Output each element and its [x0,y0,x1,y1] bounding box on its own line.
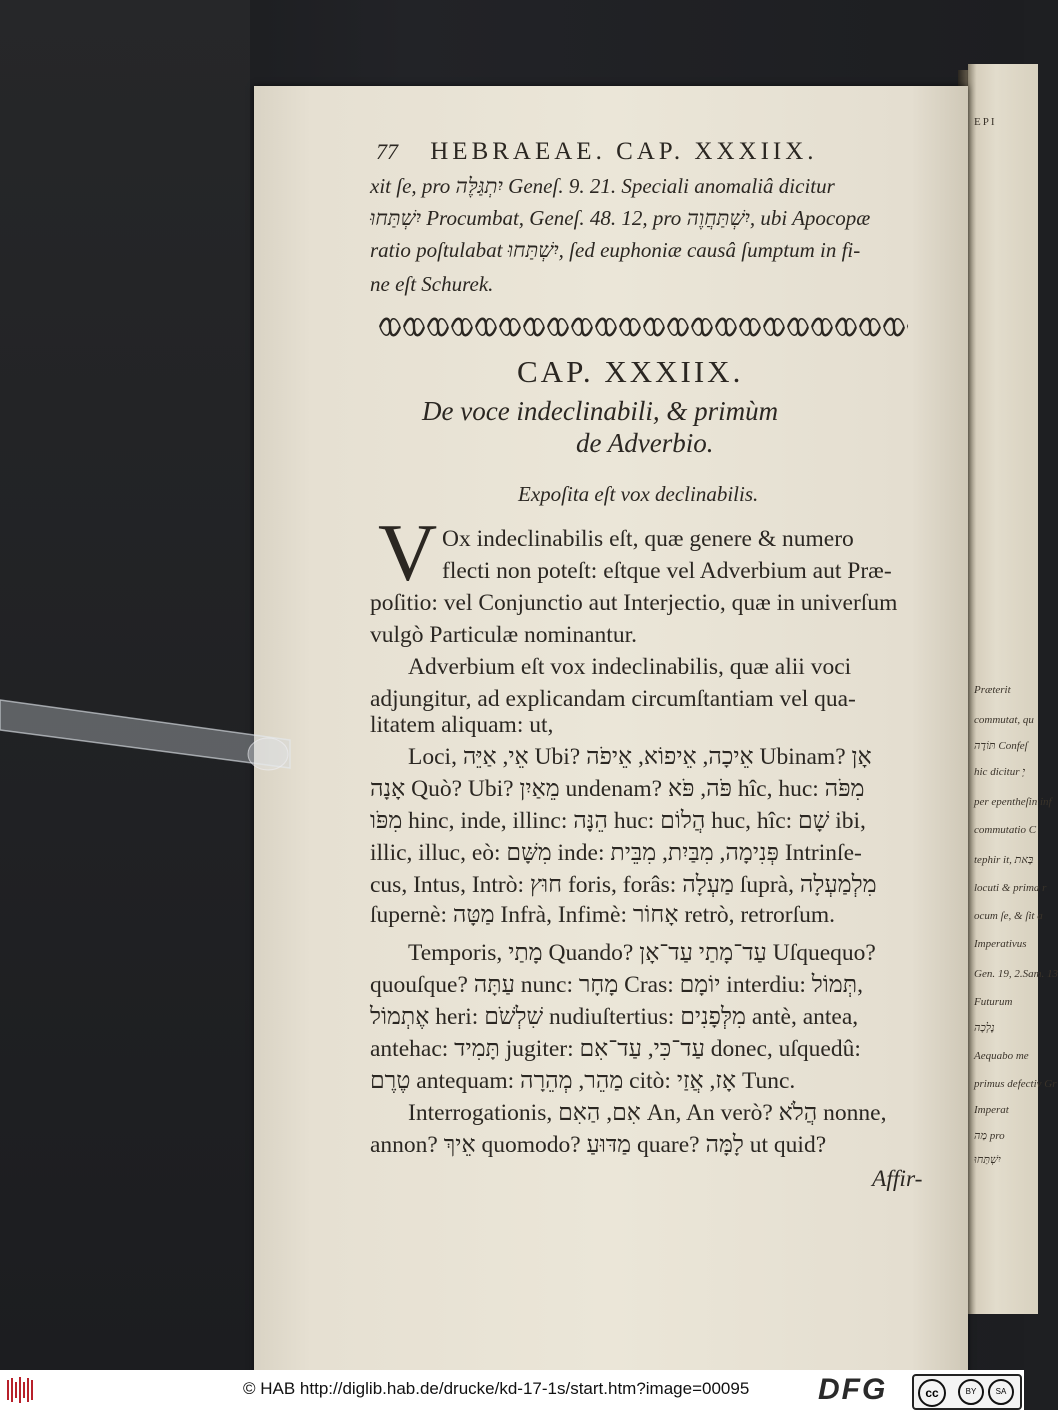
ornamental-border [378,312,908,342]
text-line: ratio poſtulabat יִשְׁתַּחוּ, ſed euphoniæ causâ ſumptum in fi- [370,238,861,262]
facing-page-fragment: Præterit [974,684,1011,696]
facing-page-fragment: Imperat [974,1104,1009,1116]
facing-page-fragment: locuti & prima r [974,882,1047,894]
text-line: flecti non poteſt: eſtque vel Adverbium aut Præ- [442,558,892,584]
chapter-title: CAP. XXXIIX. [517,354,744,389]
text-line: Ox indeclinabilis eſt, quæ genere & numero [442,526,854,552]
chapter-summary: Expoſita eſt vox declinabilis. [518,482,759,506]
facing-page-fragment: per epentheſin inf [974,796,1052,808]
catchword: Affir- [872,1166,923,1192]
hab-logo-icon [6,1376,36,1404]
text-line: annon? אֵיךְ quomodo? מַדּוּעַ quare? לָמָּה ut quid? [370,1132,827,1158]
facing-page-fragment: hic dicitur יְ [974,766,1026,778]
text-line: Adverbium eſt vox indeclinabilis, quæ alii voci [408,654,852,680]
text-line: ſupernè: מַטָּה Infrà, Infimè: אָחוֹר retrò, retrorſum. [370,902,836,928]
chapter-subtitle: de Adverbio. [576,428,714,458]
text-line: xit ſe, pro יִתְגַּלֶּה Geneſ. 9. 21. Speciali anomaliâ dicitur [370,174,835,198]
text-line: antehac: תָּמִיד jugiter: עַד־כִּי, עַד־אִם donec, uſquedû: [370,1036,861,1062]
text-line: poſitio: vel Conjunctio aut Interjectio, quæ in univerſum [370,590,898,616]
running-title: HEBRAEAE. CAP. XXXIIX. [430,138,818,165]
facing-page-fragment: tephir it, בָּאת [974,854,1034,866]
text-line: adjungitur, ad explicandam circumſtantiam vel qua- [370,686,856,712]
text-line: Temporis, מָתַי Quando? עַד־מָתַי עַד־אָן Uſquequo? [408,940,876,966]
facing-page-fragment: commutat, qu [974,714,1034,726]
text-line: cus, Intus, Intrò: חוּץ foris, forâs: מַעְלָה ſuprà, מִלְמַעְלָה [370,872,877,898]
page-number: 77 [376,139,398,164]
text-line: טֶרֶם antequam: מַהֵר, מְהֵרָה citò: אָז, אֲזַי Tunc. [370,1068,796,1094]
facing-page-edge [968,64,1058,1314]
facing-page-fragment: נֶלְכָה [974,1022,995,1034]
facing-page-fragment: Gen. 19, 2.Sam. 13 [974,968,1058,980]
text-line: אֶתְמוֹל heri: שִׁלְשֹׁם nudiuſtertius: מִלְּפָנִים antè, antea, [370,1004,859,1030]
chapter-subtitle: De voce indeclinabili, & primùm [422,396,779,426]
facing-page-fragment: Futurum [974,996,1013,1008]
text-line: Loci, אֵי, אַיֵּה Ubi? אֵיכָה, אֵיפוֹא, אֵיפֹה Ubinam? אָן [408,744,872,770]
text-line: vulgò Particulæ nominantur. [370,622,637,648]
facing-page-fragment: primus defectiv Gr [974,1078,1057,1090]
text-line: quouſque? עַתָּה nunc: מָחָר Cras: יוֹמָם interdiu: תְּמוֹל, [370,972,863,998]
running-header [376,138,818,166]
facing-page-fragment: מַה pro [974,1130,1005,1142]
text-line: illic, illuc, eò: מִשָּׁם inde: פְּנִימָה, מִבַּיִת, מִבֵּית Intrinſe- [370,840,862,866]
cc-icon: cc [918,1379,946,1407]
cc-license-badge[interactable] [912,1374,1022,1410]
facing-page-fragment: Aequabo me [974,1050,1029,1062]
by-attribution-icon: BY [958,1379,984,1405]
viewer-footer [0,1370,1024,1410]
book-cover-board [0,0,250,1370]
facing-page-fragment: commutatio C [974,824,1037,836]
permalink-citation[interactable]: © HAB http://diglib.hab.de/drucke/kd-17-1s/start.htm?image=00095 [243,1379,750,1398]
sa-share-alike-icon: SA [988,1379,1014,1405]
facing-page-fragment: תּוֹדֶה Confeſ [974,740,1028,752]
text-line: Interrogationis, אִם, הַאִם An, An verò? הֲלֹא nonne, [408,1100,887,1126]
facing-page-fragment: יִשְׁתַּחוּ [974,1154,1001,1166]
book-page [254,86,968,1376]
text-line: ne eſt Schurek. [370,272,494,296]
facing-page-fragment: Imperativus [974,938,1027,950]
dfg-logo[interactable]: DFG [818,1373,888,1406]
text-line: מִפֹּו hinc, inde, illinc: הֵנָּה huc: הֲלוֹם huc, hîc: שָׁם ibi, [370,808,866,834]
text-line: אָנָה Quò? Ubi? מֵאַיִן undenam? פֹּה, פֹּא hîc, huc: מִפֹּה [370,776,865,802]
text-line: litatem aliquam: ut, [370,712,554,738]
text-line: יִשְׁתַּחוּ Procumbat, Geneſ. 48. 12, pro יִשְׁתַּחֲוֶה, ubi Apocopæ [370,206,871,230]
facing-page-title: EPI [974,116,997,128]
drop-cap: V [378,507,438,598]
facing-page-fragment: ocum ſe, & ſit a [974,910,1043,922]
